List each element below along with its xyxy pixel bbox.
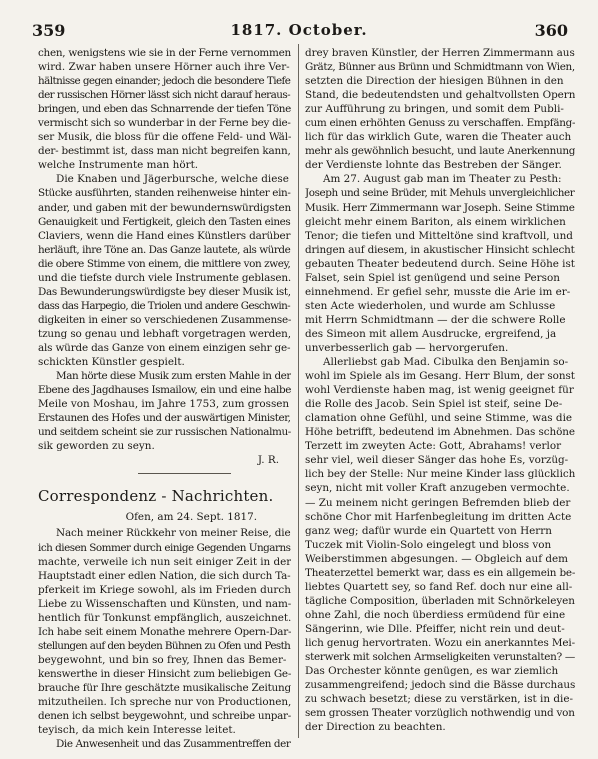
paragraph (38, 369, 291, 453)
text-line: Liebe zu Wissenschaften und Künsten, und nam- (38, 597, 291, 610)
text-line: Genauigkeit und Fertigkeit, gleich den Tasten eines (38, 215, 291, 228)
text-line: der- bestimmt ist, dass man nicht begreifen kann, (38, 145, 291, 158)
text-line: wird. Zwar haben unsere Hörner auch ihre Ver- (38, 61, 290, 74)
text-line: Ebene des Jagdhauses Ismailow, ein und eine halbe (38, 384, 291, 397)
text-line: Man hörte diese Musik zum ersten Mahle in der (56, 370, 291, 383)
text-line: Stand, die bedeutendsten und gehaltvollsten Opern (305, 89, 575, 102)
text-line: welche Instrumente man hört. (38, 159, 199, 172)
text-line: schöne Chor mit Harfenbegleitung im dritten Acte (305, 510, 572, 523)
text-line: Nach meiner Rückkehr von meiner Reise, die (56, 527, 291, 540)
text-line: pferkeit im Kriege sowohl, als im Frieden durch (38, 583, 291, 596)
paragraph (38, 46, 291, 172)
text-line: Das Orchester könnte genügen, es war ziemlich (305, 665, 559, 678)
text-line: ich diesen Sommer durch einige Gegenden Ungarns (38, 541, 291, 554)
text-line: Claviers, wenn die Hand eines Künstlers darüber (38, 229, 291, 242)
text-line: Tenor; die tiefen und Mitteltöne sind kraftvoll, und (305, 229, 573, 242)
text-line: zu schwach besetzt; diese zu verstärken, ist in die- (305, 693, 573, 706)
text-line: Theaterzettel bemerkt war, dass es ein allgemein be- (305, 566, 575, 579)
text-line: sehr viel, weil dieser Sänger das hohe Es, vorzüg- (305, 454, 569, 467)
text-line: herläuft, ihre Töne an. Das Ganze lautete, als würde (38, 243, 291, 256)
text-line: als würde das Ganze von einem einzigen sehr ge- (38, 341, 291, 354)
text-line: kenswerthe in dieser Hinsicht zum beliebigen Ge- (38, 667, 291, 680)
text-line: gleicht mehr einem Bariton, als einem wirklichen (305, 215, 566, 228)
text-line: Falset, sein Spiel ist genügend und seine Person (305, 271, 560, 284)
text-line: Tuczek mit Violin-Solo eingelegt und bloss von (305, 538, 552, 551)
text-line: tägliche Composition, überladen mit Schnörkeleyen (305, 594, 575, 607)
text-line: hentlich für Tonkunst empfänglich, auszeichnet. (38, 611, 291, 624)
text-line: sten Acte wiederholen, und wurde am Schlusse (305, 299, 556, 312)
text-line: zusammengreifend; jedoch sind die Bässe durchaus (305, 679, 575, 692)
text-line: die Rolle des Jacob. Sein Spiel ist steif, seine De- (305, 398, 563, 411)
text-line: — Zu meinem nicht geringen Befremden blieb der (305, 496, 571, 509)
text-line: des Simeon mit allem Ausdrucke, ergreifend, ja (305, 327, 557, 340)
text-line: ander, und gaben mit der bewundernswürdigsten (38, 201, 291, 214)
author-signature: J. R. (257, 454, 279, 467)
text-line: Meile von Moshau, im Jahre 1753, zum grossen (38, 398, 290, 411)
text-line: brauche für Ihre geschätzte musikalische Zeitung (38, 681, 291, 694)
text-line: liebtes Quartett sey, so fand Ref. doch nur eine all- (305, 580, 573, 593)
text-line: Höhe betrifft, bedeutend im Abnehmen. Das schöne (305, 426, 575, 439)
text-line: Terzett im zweyten Acte: Gott, Abrahams! verlor (305, 440, 562, 453)
text-line: zur Aufführung zu bringen, und somit dem Publi- (305, 103, 564, 116)
text-line: Am 27. August gab man im Theater zu Pesth: (323, 173, 562, 186)
section-heading: Correspondenz - Nachrichten. (38, 487, 274, 506)
text-line: dass das Harpegio, die Triolen und andere Geschwin- (38, 299, 291, 312)
text-line: Hauptstadt einer edlen Nation, die sich durch Ta- (38, 569, 291, 582)
dateline: Ofen, am 24. Sept. 1817. (125, 511, 257, 524)
text-line: Joseph und seine Brüder, mit Mehuls unvergleichlicher (305, 187, 575, 200)
text-line: seyn, nicht mit voller Kraft anzugeben vermochte. (305, 482, 570, 495)
text-line: wohl im Spiele als im Gesang. Herr Blum, der sonst (305, 370, 575, 383)
paragraph (305, 46, 575, 172)
paragraph (305, 355, 575, 734)
text-line: Grätz, Bünner aus Brünn und Schmidtmann von Wien, (305, 61, 575, 74)
text-line: digkeiten in einer so verschiedenen Zusammense- (38, 313, 291, 326)
text-line: setzten die Direction der hiesigen Bühnen in den (305, 75, 564, 88)
paragraph (305, 172, 575, 355)
column-divider (298, 44, 299, 738)
text-line: und die tiefste durch viele Instrumente geblasen. (38, 271, 291, 284)
text-line: mehr als gewöhnlich besucht, und laute Anerkennung (305, 145, 575, 158)
text-line: machte, verweile ich nun seit einiger Zeit in der (38, 555, 291, 568)
text-line: Stücke ausführten, standen reihenweise hinter ein- (38, 187, 291, 200)
text-line: Musik. Herr Zimmermann war Joseph. Seine Stimme (305, 201, 575, 214)
text-line: ser Musik, die bloss für die offene Feld- und Wäl- (38, 131, 291, 144)
left-column (38, 46, 291, 751)
text-line: Die Knaben und Jägerbursche, welche diese (56, 173, 289, 186)
text-line: gebauten Theater bedeutend durch. Seine Höhe ist (305, 257, 575, 270)
text-line: der Direction zu beachten. (305, 721, 446, 734)
text-line: ganz weg; dafür wurde ein Quartett von Herrn (305, 524, 552, 537)
text-line: vermischt sich so wunderbar in der Ferne bey die- (38, 117, 291, 130)
text-line: bringen, und eben das Schnarrende der tiefen Töne (38, 103, 291, 116)
text-line: Die Anwesenheit und das Zusammentreffen der (56, 738, 291, 751)
text-line: sem grossen Theater vorzüglich nothwendig und von (305, 707, 575, 720)
text-line: sik geworden zu seyn. (38, 440, 155, 453)
paragraph (38, 172, 291, 369)
text-line: der Verdienste lohnte das Bestreben der Sänger. (305, 159, 562, 172)
text-line: schickten Künstler gespielt. (38, 356, 185, 369)
text-line: Allerliebst gab Mad. Cibulka den Benjamin so- (323, 356, 569, 369)
text-line: mitzutheilen. Ich spreche nur von Productionen, (38, 696, 291, 709)
page-number-right: 360 (534, 21, 568, 40)
text-line: der russischen Hörner lässt sich nicht darauf heraus- (38, 89, 291, 102)
text-line: Das Bewunderungswürdigste bey dieser Musik ist, (38, 285, 291, 298)
text-line: unverbesserlich gab — hervorgerufen. (305, 341, 509, 354)
text-line: denen ich selbst beygewohnt, und schreibe unpar- (38, 710, 291, 723)
text-line: Erstaunen des Hofes und der auswärtigen Minister, (38, 412, 291, 425)
section-rule (138, 473, 231, 474)
right-column (305, 46, 575, 734)
text-line: lich für das wirklich Gute, waren die Theater auch (305, 131, 572, 144)
text-line: teyisch, da mich kein Interesse leitet. (38, 724, 236, 737)
text-line: chen, wenigstens wie sie in der Ferne vernommen (38, 47, 291, 59)
text-line: die obere Stimme von einem, die mittlere von zwey, (38, 257, 291, 270)
text-line: sterwerk mit solchen Armseligkeiten verunstalten? — (305, 651, 575, 664)
text-line: Weiberstimmen abgesungen. — Obgleich auf dem (305, 552, 569, 565)
text-line: cum einen erhöhten Genuss zu verschaffen. Empfäng- (305, 117, 575, 130)
running-title: 1817. October. (230, 21, 368, 39)
page-number-left: 359 (32, 21, 66, 40)
paragraph (38, 737, 291, 751)
text-line: Ich habe seit einem Monathe mehrere Opern-Dar- (38, 625, 291, 638)
text-line: lich genug hervortraten. Wozu ein anerkanntes Mei- (305, 636, 575, 649)
text-line: dringen auf diesem, in akustischer Hinsicht schlecht (305, 243, 575, 256)
text-line: und seitdem scheint sie zur russischen Nationalmu- (38, 426, 291, 439)
text-line: Sängerinn, wie Dlle. Pfeiffer, nicht rein und deut- (305, 622, 565, 635)
text-line: clamation ohne Gefühl, und seine Stimme, was die (305, 412, 573, 425)
text-line: drey braven Künstler, der Herren Zimmermann aus (305, 47, 575, 59)
text-line: ohne Zahl, die noch überdiess ermüdend für eine (305, 608, 566, 621)
text-line: hältnisse gegen einander; jedoch die besondere Tiefe (38, 75, 291, 88)
paragraph (38, 526, 291, 737)
text-line: mit Herrn Schmidtmann — der die schwere Rolle (305, 313, 566, 326)
text-line: einnehmend. Er gefiel sehr, musste die Arie im er- (305, 285, 571, 298)
text-line: beygewohnt, und bin so frey, Ihnen das Bemer- (38, 653, 287, 666)
text-line: wohl Verdienste haben mag, ist wenig geeignet für (305, 384, 574, 397)
text-line: lich bey der Stelle: Nur meine Kinder lass glücklich (305, 468, 575, 481)
text-line: stellungen auf den beyden Bühnen zu Ofen und Pesth (38, 639, 291, 652)
text-line: tzung so genau und lebhaft vorgetragen werden, (38, 327, 291, 340)
